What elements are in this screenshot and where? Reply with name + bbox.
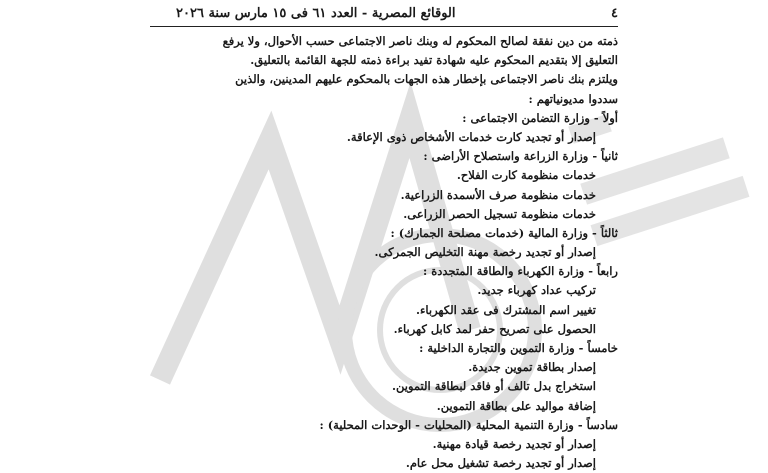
document-body (150, 32, 618, 473)
list-item: تغيير اسم المشترك فى عقد الكهرباء. (415, 302, 596, 317)
paragraph-line: التعليق إلا بتقديم المحكوم عليه شهادة تفيد براءة ذمته للجهة القائمة بالتعليق. (250, 53, 618, 68)
list-item: إضافة مواليد على بطاقة التموين. (436, 398, 596, 413)
list-item: إصدار أو تجديد كارت خدمات الأشخاص ذوى الإعاقة. (346, 129, 596, 144)
list-item: إصدار أو تجديد رخصة تشغيل محل عام. (405, 456, 596, 471)
paragraph-line: ذمته من دين نفقة لصالح المحكوم له وبنك ناصر الاجتماعى حسب الأحوال، ولا يرفع (222, 34, 618, 48)
list-item: خدمات منظومة صرف الأسمدة الزراعية. (400, 187, 596, 202)
section-heading: خامساً - وزارة التموين والتجارة الداخلية : (419, 341, 618, 355)
list-item: تركيب عداد كهرباء جديد. (477, 283, 596, 298)
section-heading: أولاً - وزارة التضامن الاجتماعى : (462, 110, 618, 125)
list-item: خدمات منظومة كارت الفلاح. (456, 168, 596, 183)
list-item: خدمات منظومة تسجيل الحصر الزراعى. (403, 206, 596, 221)
section-heading: سادساً - وزارة التنمية المحلية (المحليات - الوحدات المحلية) : (319, 417, 618, 432)
section-heading: رابعاً - وزارة الكهرباء والطاقة المتجددة : (422, 264, 618, 279)
list-item: إصدار بطاقة تموين جديدة. (468, 360, 596, 375)
gazette-title: الوقائع المصرية - العدد ٦١ فى ١٥ مارس سنة ٢٠٢٦ (176, 6, 456, 21)
list-item: الحصول على تصريح حفر لمد كابل كهرباء. (393, 321, 596, 336)
page-header (150, 4, 618, 26)
paragraph-line: سددوا مديونياتهم : (528, 91, 618, 106)
section-heading: ثانياً - وزارة الزراعة واستصلاح الأراضى : (423, 149, 618, 164)
list-item: إصدار أو تجديد رخصة مهنة التخليص الجمركى. (374, 245, 596, 260)
header-rule (150, 26, 618, 27)
section-heading: ثالثاً - وزارة المالية (خدمات مصلحة الجمارك) : (390, 225, 618, 240)
list-item: استخراج بدل تالف أو فاقد لبطاقة التموين. (392, 379, 596, 394)
list-item: إصدار أو تجديد رخصة قيادة مهنية. (432, 436, 596, 451)
paragraph-line: ويلتزم بنك ناصر الاجتماعى بإخطار هذه الجهات بالمحكوم عليهم المدينين، والذين (235, 72, 618, 87)
page-number: ٤ (611, 6, 618, 21)
